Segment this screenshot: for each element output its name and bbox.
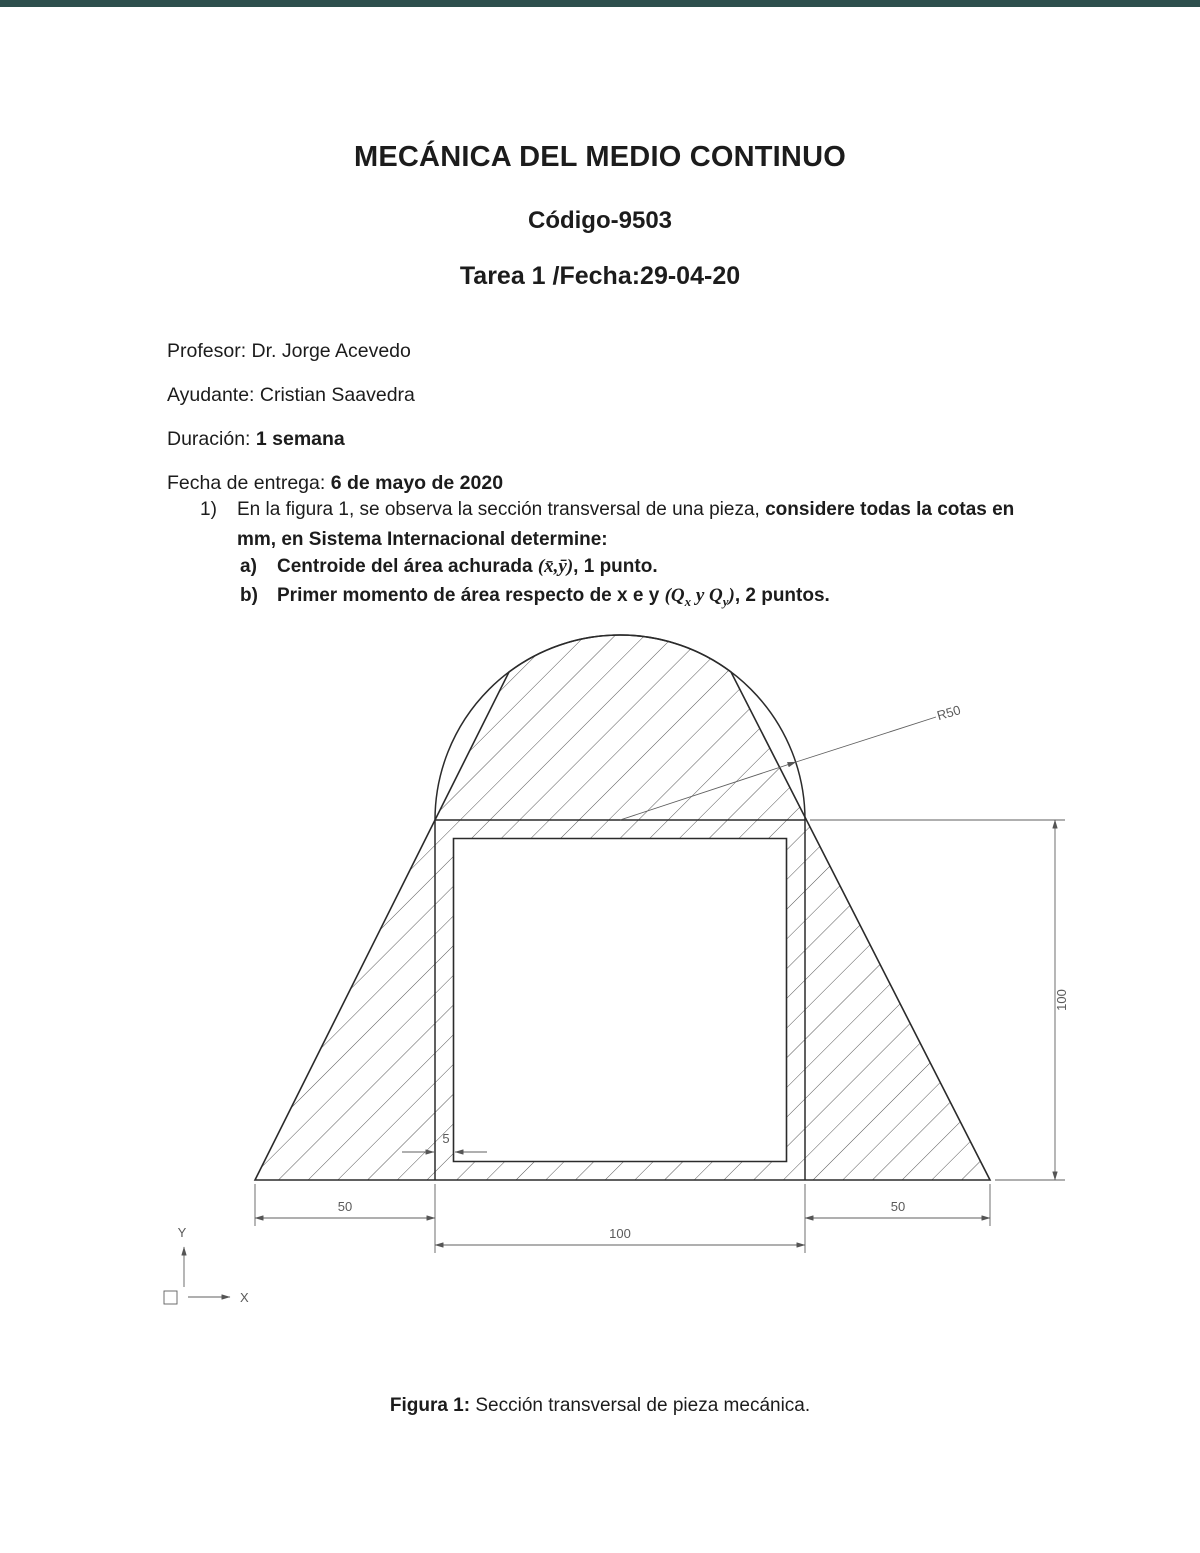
info-line-fecha-entrega [167, 472, 503, 495]
viewer-top-edge [0, 0, 1200, 7]
info-line-profesor [167, 340, 411, 363]
course-code: Código-9503 [527, 207, 673, 234]
list-item-b [240, 581, 1017, 617]
item-a-text: Centroide del área achurada [277, 556, 538, 577]
info-line-duracion [167, 428, 345, 451]
item-1-text: En la figura 1, se observa la sección transversal de una pieza, [237, 499, 766, 520]
list-item-a [240, 552, 1017, 582]
math-q-symbol: Q [670, 585, 685, 606]
figure-caption-label: Figura 1: [389, 1395, 471, 1416]
math-sub-x: x [684, 593, 692, 609]
page-title: MECÁNICA DEL MEDIO CONTINUO [354, 141, 846, 173]
math-close-paren: ) [728, 585, 735, 606]
info-bold: 6 de mayo de 2020 [330, 471, 504, 494]
list-item-1 [200, 495, 1017, 555]
item-b-marker: b) [240, 585, 258, 606]
item-a-points: , 1 punto. [573, 556, 658, 577]
info-text: Fecha de entrega: [167, 471, 331, 494]
figure-1-drawing [150, 625, 1080, 1315]
item-b-text: Primer momento de área respecto de x e y [277, 585, 665, 606]
task-heading: Tarea 1 /Fecha:29-04-20 [459, 262, 741, 290]
math-q-symbol: Q [709, 585, 723, 606]
info-text: Ayudante: Cristian Saavedra [167, 383, 415, 406]
cross-section-hatched-area [255, 635, 990, 1180]
math-sub-y: y [722, 593, 729, 609]
dim-radius-label: R50 [935, 702, 963, 724]
dim-height-label: 100 [1054, 989, 1069, 1011]
dim-base-right-label: 50 [890, 1199, 906, 1214]
math-conjunction: y [691, 585, 710, 606]
radius-leader-outer [796, 717, 936, 762]
item-1-text-bold: considere todas la cotas en mm, en Sistema Internacional determine: [237, 499, 1015, 550]
dim-wall-label: 5 [442, 1131, 450, 1146]
y-axis-label: Y [177, 1225, 187, 1240]
math-open-paren: ( [664, 585, 671, 606]
item-b-math-first-moments [664, 585, 735, 609]
x-axis-label: X [240, 1290, 249, 1305]
info-bold: 1 semana [255, 427, 345, 450]
item-1-marker: 1) [200, 499, 217, 520]
figure-caption [0, 1395, 1200, 1417]
item-a-marker: a) [240, 556, 257, 577]
info-text: Profesor: Dr. Jorge Acevedo [167, 339, 411, 362]
item-a-math-centroid: (x̄,ȳ) [537, 556, 574, 577]
figure-caption-text: Sección transversal de pieza mecánica. [470, 1395, 811, 1416]
item-b-points: , 2 puntos. [734, 585, 830, 606]
figure-1 [150, 625, 1080, 1315]
origin-marker [164, 1291, 177, 1304]
info-line-ayudante [167, 384, 415, 407]
dim-base-mid-label: 100 [609, 1226, 631, 1241]
info-text: Duración: [167, 427, 256, 450]
dim-base-left-label: 50 [337, 1199, 353, 1214]
